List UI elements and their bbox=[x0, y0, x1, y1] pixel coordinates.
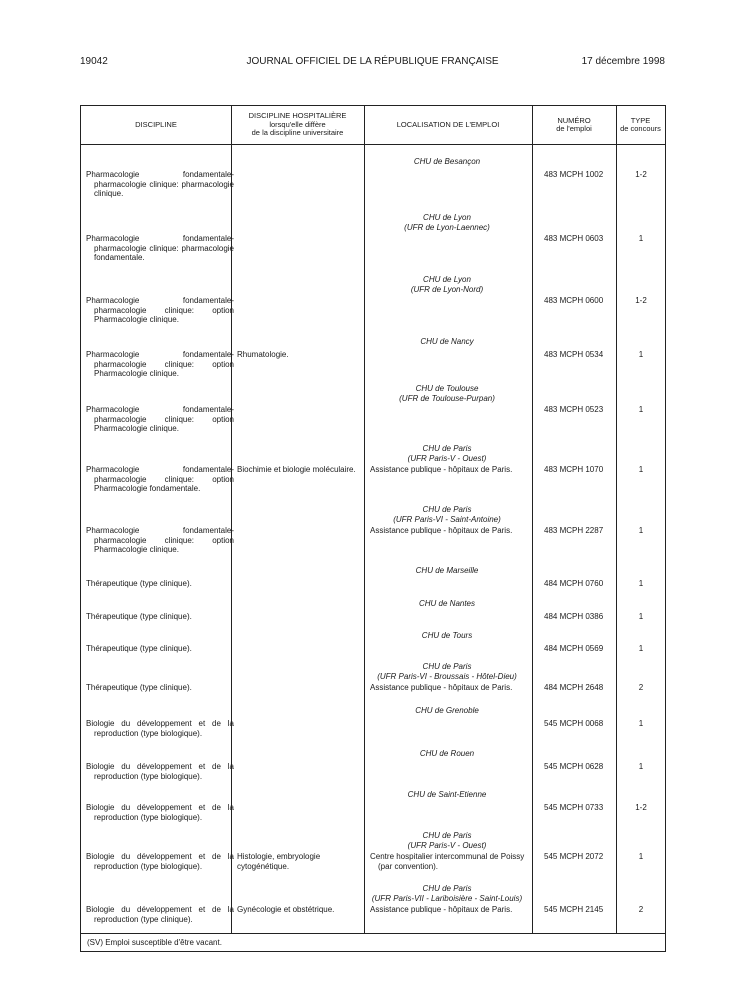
location-header: CHU de Paris bbox=[422, 831, 472, 840]
position-number-cell: 483 MCPH 0600 bbox=[544, 296, 604, 305]
column-header-number: NUMÉRO de l'emploi bbox=[532, 106, 616, 145]
discipline-cell: Pharmacologie fondamentale-pharmacologie clinique: option Pharmacologie clinique. bbox=[86, 296, 234, 324]
footnote: (SV) Emploi susceptible d'être vacant. bbox=[87, 938, 222, 947]
location-header: CHU de Paris bbox=[422, 884, 472, 893]
location-subheader: (UFR Paris-VII - Lariboisière - Saint-Louis) bbox=[371, 894, 523, 903]
discipline-cell: Thérapeutique (type clinique). bbox=[86, 683, 192, 692]
location-header: CHU de Paris bbox=[422, 662, 472, 671]
discipline-cell: Pharmacologie fondamentale-pharmacologie clinique: option Pharmacologie fondamentale. bbox=[86, 465, 234, 493]
position-number-cell: 545 MCPH 0628 bbox=[544, 762, 604, 771]
location-header: CHU de Tours bbox=[421, 631, 473, 640]
competition-type-cell: 1 bbox=[638, 644, 644, 653]
position-number-cell: 484 MCPH 0386 bbox=[544, 612, 604, 621]
position-number-cell: 545 MCPH 2072 bbox=[544, 852, 604, 861]
discipline-cell: Pharmacologie fondamentale-pharmacologie clinique: option Pharmacologie clinique. bbox=[86, 405, 234, 433]
location-header: CHU de Paris bbox=[422, 444, 472, 453]
footer-divider bbox=[81, 933, 665, 934]
discipline-cell: Biologie du développement et de la reproduction (type biologique). bbox=[86, 803, 234, 822]
discipline-cell: Thérapeutique (type clinique). bbox=[86, 644, 192, 653]
discipline-cell: Thérapeutique (type clinique). bbox=[86, 579, 192, 588]
position-number-cell: 484 MCPH 0569 bbox=[544, 644, 604, 653]
competition-type-cell: 1 bbox=[638, 234, 644, 243]
discipline-cell: Biologie du développement et de la reproduction (type biologique). bbox=[86, 719, 234, 738]
location-header: CHU de Grenoble bbox=[415, 706, 479, 715]
hospital-discipline-cell: Rhumatologie. bbox=[237, 350, 289, 359]
publication-date: 17 décembre 1998 bbox=[581, 56, 665, 67]
competition-type-cell: 1 bbox=[638, 762, 644, 771]
column-divider bbox=[532, 106, 533, 934]
position-number-cell: 545 MCPH 2145 bbox=[544, 905, 604, 914]
discipline-cell: Biologie du développement et de la reproduction (type biologique). bbox=[86, 762, 234, 781]
location-header: CHU de Toulouse bbox=[415, 384, 479, 393]
location-header: CHU de Marseille bbox=[415, 566, 479, 575]
location-header: CHU de Lyon bbox=[423, 213, 471, 222]
column-header-type: TYPE de concours bbox=[616, 106, 665, 145]
location-subheader: (UFR de Toulouse-Purpan) bbox=[399, 394, 495, 403]
competition-type-cell: 1 bbox=[638, 405, 644, 414]
location-header: CHU de Paris bbox=[422, 505, 472, 514]
competition-type-cell: 2 bbox=[638, 905, 644, 914]
location-subheader: (UFR Paris-V - Ouest) bbox=[407, 841, 487, 850]
position-number-cell: 483 MCPH 2287 bbox=[544, 526, 604, 535]
hospital-discipline-cell: Histologie, embryologie cytogénétique. bbox=[237, 852, 321, 871]
discipline-cell: Pharmacologie fondamentale-pharmacologie clinique: option Pharmacologie clinique. bbox=[86, 526, 234, 554]
location-header: CHU de Nantes bbox=[418, 599, 476, 608]
location-header: CHU de Saint-Etienne bbox=[407, 790, 487, 799]
competition-type-cell: 1 bbox=[638, 350, 644, 359]
discipline-cell: Pharmacologie fondamentale-pharmacologie clinique: option Pharmacologie clinique. bbox=[86, 350, 234, 378]
location-subheader: (UFR de Lyon-Nord) bbox=[410, 285, 484, 294]
location-cell: Assistance publique - hôpitaux de Paris. bbox=[370, 526, 513, 535]
competition-type-cell: 1-2 bbox=[635, 803, 647, 812]
location-subheader: (UFR Paris-VI - Saint-Antoine) bbox=[393, 515, 501, 524]
location-cell: Centre hospitalier intercommunal de Poissy (par convention). bbox=[370, 852, 525, 871]
column-header-location: LOCALISATION DE L'EMPLOI bbox=[364, 106, 532, 145]
journal-title: JOURNAL OFFICIEL DE LA RÉPUBLIQUE FRANÇAISE bbox=[246, 56, 499, 67]
location-subheader: (UFR Paris-V - Ouest) bbox=[407, 454, 487, 463]
location-header: CHU de Besançon bbox=[413, 157, 481, 166]
page-header bbox=[80, 56, 665, 70]
location-subheader: (UFR de Lyon-Laennec) bbox=[404, 223, 490, 232]
competition-type-cell: 1 bbox=[638, 612, 644, 621]
page-number: 19042 bbox=[80, 56, 108, 67]
position-number-cell: 545 MCPH 0068 bbox=[544, 719, 604, 728]
competition-type-cell: 1 bbox=[638, 719, 644, 728]
competition-type-cell: 1-2 bbox=[635, 170, 647, 179]
location-subheader: (UFR Paris-VI - Broussais - Hôtel-Dieu) bbox=[377, 672, 517, 681]
position-number-cell: 545 MCPH 0733 bbox=[544, 803, 604, 812]
position-number-cell: 484 MCPH 0760 bbox=[544, 579, 604, 588]
position-number-cell: 483 MCPH 1002 bbox=[544, 170, 604, 179]
discipline-cell: Pharmacologie fondamentale-pharmacologie clinique: pharmacologie fondamentale. bbox=[86, 234, 234, 262]
location-cell: Assistance publique - hôpitaux de Paris. bbox=[370, 905, 513, 914]
location-header: CHU de Lyon bbox=[423, 275, 471, 284]
location-cell: Assistance publique - hôpitaux de Paris. bbox=[370, 683, 513, 692]
hospital-discipline-cell: Gynécologie et obstétrique. bbox=[237, 905, 335, 914]
location-header: CHU de Rouen bbox=[419, 749, 475, 758]
position-number-cell: 484 MCPH 2648 bbox=[544, 683, 604, 692]
discipline-cell: Biologie du développement et de la reproduction (type biologique). bbox=[86, 852, 234, 871]
location-cell: Assistance publique - hôpitaux de Paris. bbox=[370, 465, 513, 474]
competition-type-cell: 1 bbox=[638, 579, 644, 588]
position-number-cell: 483 MCPH 0603 bbox=[544, 234, 604, 243]
column-header-discipline: DISCIPLINE bbox=[81, 106, 231, 145]
competition-type-cell: 1-2 bbox=[635, 296, 647, 305]
position-number-cell: 483 MCPH 1070 bbox=[544, 465, 604, 474]
column-divider bbox=[364, 106, 365, 934]
discipline-cell: Biologie du développement et de la reproduction (type clinique). bbox=[86, 905, 234, 924]
competition-type-cell: 1 bbox=[638, 465, 644, 474]
position-number-cell: 483 MCPH 0523 bbox=[544, 405, 604, 414]
hospital-discipline-cell: Biochimie et biologie moléculaire. bbox=[237, 465, 356, 474]
discipline-cell: Thérapeutique (type clinique). bbox=[86, 612, 192, 621]
competition-type-cell: 1 bbox=[638, 852, 644, 861]
location-header: CHU de Nancy bbox=[420, 337, 474, 346]
discipline-cell: Pharmacologie fondamentale-pharmacologie clinique: pharmacologie clinique. bbox=[86, 170, 234, 198]
column-header-hospital-discipline: DISCIPLINE HOSPITALIÈRE lorsqu'elle diffère de la discipline universitaire bbox=[231, 106, 364, 145]
position-number-cell: 483 MCPH 0534 bbox=[544, 350, 604, 359]
competition-type-cell: 2 bbox=[638, 683, 644, 692]
positions-table bbox=[80, 105, 666, 952]
competition-type-cell: 1 bbox=[638, 526, 644, 535]
